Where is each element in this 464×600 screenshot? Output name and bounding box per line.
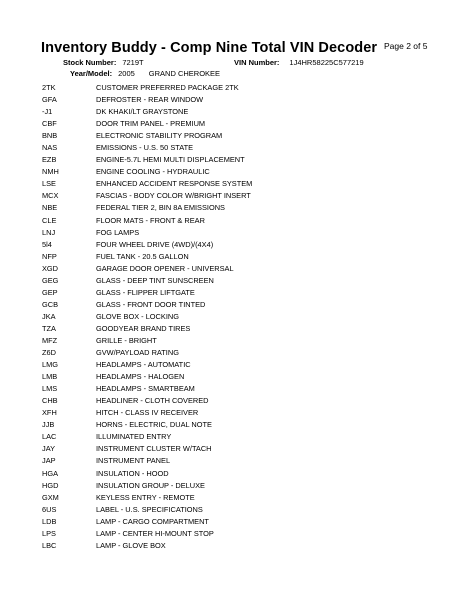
option-row xyxy=(0,407,464,419)
option-description: HEADLAMPS - AUTOMATIC xyxy=(96,360,191,370)
option-description: KEYLESS ENTRY - REMOTE xyxy=(96,492,195,502)
option-row xyxy=(0,275,464,287)
option-description: FASCIAS - BODY COLOR W/BRIGHT INSERT xyxy=(96,191,251,201)
option-code: EZB xyxy=(42,155,57,165)
option-code: -J1 xyxy=(42,107,53,117)
option-code: LAC xyxy=(42,432,57,442)
option-description: LAMP - CARGO COMPARTMENT xyxy=(96,516,209,526)
option-description: GLOVE BOX - LOCKING xyxy=(96,311,179,321)
option-description: EMISSIONS - U.S. 50 STATE xyxy=(96,143,194,153)
option-description: GARAGE DOOR OPENER - UNIVERSAL xyxy=(96,263,234,273)
option-row xyxy=(0,431,464,443)
option-row xyxy=(0,118,464,130)
option-row xyxy=(0,504,464,516)
page-number: Page 2 of 5 xyxy=(384,41,428,51)
option-description: ILLUMINATED ENTRY xyxy=(96,432,172,442)
option-row xyxy=(0,347,464,359)
option-row xyxy=(0,299,464,311)
option-code: JKA xyxy=(42,311,56,321)
option-row xyxy=(0,395,464,407)
option-code: CHB xyxy=(42,396,58,406)
option-code: NFP xyxy=(42,251,57,261)
option-code: LPS xyxy=(42,528,56,538)
option-row xyxy=(0,323,464,335)
option-code: MFZ xyxy=(42,335,58,345)
option-description: GLASS - DEEP TINT SUNSCREEN xyxy=(96,275,214,285)
option-code: 5l4 xyxy=(42,239,52,249)
stock-number-line xyxy=(63,58,144,67)
option-description: FEDERAL TIER 2, BIN 8A EMISSIONS xyxy=(96,203,225,213)
option-code: LDB xyxy=(42,516,57,526)
option-code: MCX xyxy=(42,191,59,201)
option-code: JJB xyxy=(42,420,55,430)
option-description: INSTRUMENT PANEL xyxy=(96,456,171,466)
option-row xyxy=(0,455,464,467)
stock-number-value: 7219T xyxy=(122,58,144,67)
option-row xyxy=(0,106,464,118)
option-description: FOUR WHEEL DRIVE (4WD)/(4X4) xyxy=(96,239,214,249)
option-description: HEADLAMPS - HALOGEN xyxy=(96,372,185,382)
option-row xyxy=(0,190,464,202)
option-code: LBC xyxy=(42,540,57,550)
option-row xyxy=(0,492,464,504)
option-code: LSE xyxy=(42,179,56,189)
option-description: GRILLE - BRIGHT xyxy=(96,335,157,345)
option-row xyxy=(0,227,464,239)
option-description: HEADLINER - CLOTH COVERED xyxy=(96,396,209,406)
option-code: GXM xyxy=(42,492,59,502)
option-list xyxy=(0,82,464,552)
option-row xyxy=(0,419,464,431)
option-row xyxy=(0,443,464,455)
option-description: LAMP - GLOVE BOX xyxy=(96,540,166,550)
option-description: HEADLAMPS - SMARTBEAM xyxy=(96,384,195,394)
option-code: GFA xyxy=(42,95,57,105)
option-code: JAY xyxy=(42,444,56,454)
option-code: GEG xyxy=(42,275,59,285)
option-row xyxy=(0,383,464,395)
option-row xyxy=(0,468,464,480)
option-code: LMG xyxy=(42,360,59,370)
option-code: XGD xyxy=(42,263,59,273)
option-code: LMB xyxy=(42,372,58,382)
option-description: ENGINE COOLING - HYDRAULIC xyxy=(96,167,210,177)
option-code: HGA xyxy=(42,468,59,478)
option-description: FOG LAMPS xyxy=(96,227,140,237)
option-row xyxy=(0,371,464,383)
option-code: CBF xyxy=(42,119,57,129)
option-row xyxy=(0,263,464,275)
option-code: NAS xyxy=(42,143,58,153)
option-row xyxy=(0,130,464,142)
option-row xyxy=(0,94,464,106)
option-description: DOOR TRIM PANEL - PREMIUM xyxy=(96,119,206,129)
option-description: GLASS - FLIPPER LIFTGATE xyxy=(96,287,195,297)
option-code: NMH xyxy=(42,167,59,177)
option-description: GVW/PAYLOAD RATING xyxy=(96,348,179,358)
option-row xyxy=(0,239,464,251)
option-row xyxy=(0,82,464,94)
option-row xyxy=(0,528,464,540)
option-code: CLE xyxy=(42,215,57,225)
option-row xyxy=(0,215,464,227)
year-model-label: Year/Model: xyxy=(70,69,113,78)
option-row xyxy=(0,287,464,299)
option-description: INSTRUMENT CLUSTER W/TACH xyxy=(96,444,212,454)
option-row xyxy=(0,154,464,166)
option-code: GEP xyxy=(42,287,58,297)
page-title: Inventory Buddy - Comp Nine Total VIN Decoder xyxy=(41,40,378,56)
option-description: FLOOR MATS - FRONT & REAR xyxy=(96,215,205,225)
option-code: LNJ xyxy=(42,227,56,237)
option-row xyxy=(0,202,464,214)
option-description: FUEL TANK - 20.5 GALLON xyxy=(96,251,189,261)
option-row xyxy=(0,251,464,263)
option-row xyxy=(0,516,464,528)
option-description: GLASS - FRONT DOOR TINTED xyxy=(96,299,206,309)
option-row xyxy=(0,142,464,154)
vin-label: VIN Number: xyxy=(234,58,280,67)
option-description: INSULATION GROUP - DELUXE xyxy=(96,480,205,490)
option-description: DEFROSTER - REAR WINDOW xyxy=(96,95,204,105)
vin-value: 1J4HR58225C577219 xyxy=(289,58,364,67)
year-model-line xyxy=(70,69,220,78)
option-description: LABEL - U.S. SPECIFICATIONS xyxy=(96,504,203,514)
option-description: LAMP - CENTER HI-MOUNT STOP xyxy=(96,528,214,538)
option-code: GCB xyxy=(42,299,59,309)
option-row xyxy=(0,166,464,178)
option-row xyxy=(0,359,464,371)
option-code: 6US xyxy=(42,504,57,514)
model-value: GRAND CHEROKEE xyxy=(148,69,221,78)
option-description: INSULATION - HOOD xyxy=(96,468,169,478)
option-description: CUSTOMER PREFERRED PACKAGE 2TK xyxy=(96,83,239,92)
option-description: ELECTRONIC STABILITY PROGRAM xyxy=(96,131,223,141)
stock-number-label: Stock Number: xyxy=(63,58,117,67)
option-description: HITCH - CLASS IV RECEIVER xyxy=(96,408,199,418)
option-row xyxy=(0,480,464,492)
option-code: 2TK xyxy=(42,83,56,92)
option-description: GOODYEAR BRAND TIRES xyxy=(96,323,191,333)
option-row xyxy=(0,335,464,347)
option-code: Z6D xyxy=(42,348,56,358)
year-value: 2005 xyxy=(118,69,135,78)
option-code: JAP xyxy=(42,456,56,466)
option-description: DK KHAKI/LT GRAYSTONE xyxy=(96,107,189,117)
option-code: XFH xyxy=(42,408,57,418)
vin-line xyxy=(234,58,364,67)
option-code: TZA xyxy=(42,323,56,333)
option-description: HORNS - ELECTRIC, DUAL NOTE xyxy=(96,420,212,430)
option-row xyxy=(0,178,464,190)
option-code: NBE xyxy=(42,203,58,213)
option-description: ENGINE-5.7L HEMI MULTI DISPLACEMENT xyxy=(96,155,245,165)
option-code: LMS xyxy=(42,384,58,394)
option-code: HGD xyxy=(42,480,59,490)
option-code: BNB xyxy=(42,131,58,141)
option-row xyxy=(0,540,464,552)
option-description: ENHANCED ACCIDENT RESPONSE SYSTEM xyxy=(96,179,253,189)
option-row xyxy=(0,311,464,323)
